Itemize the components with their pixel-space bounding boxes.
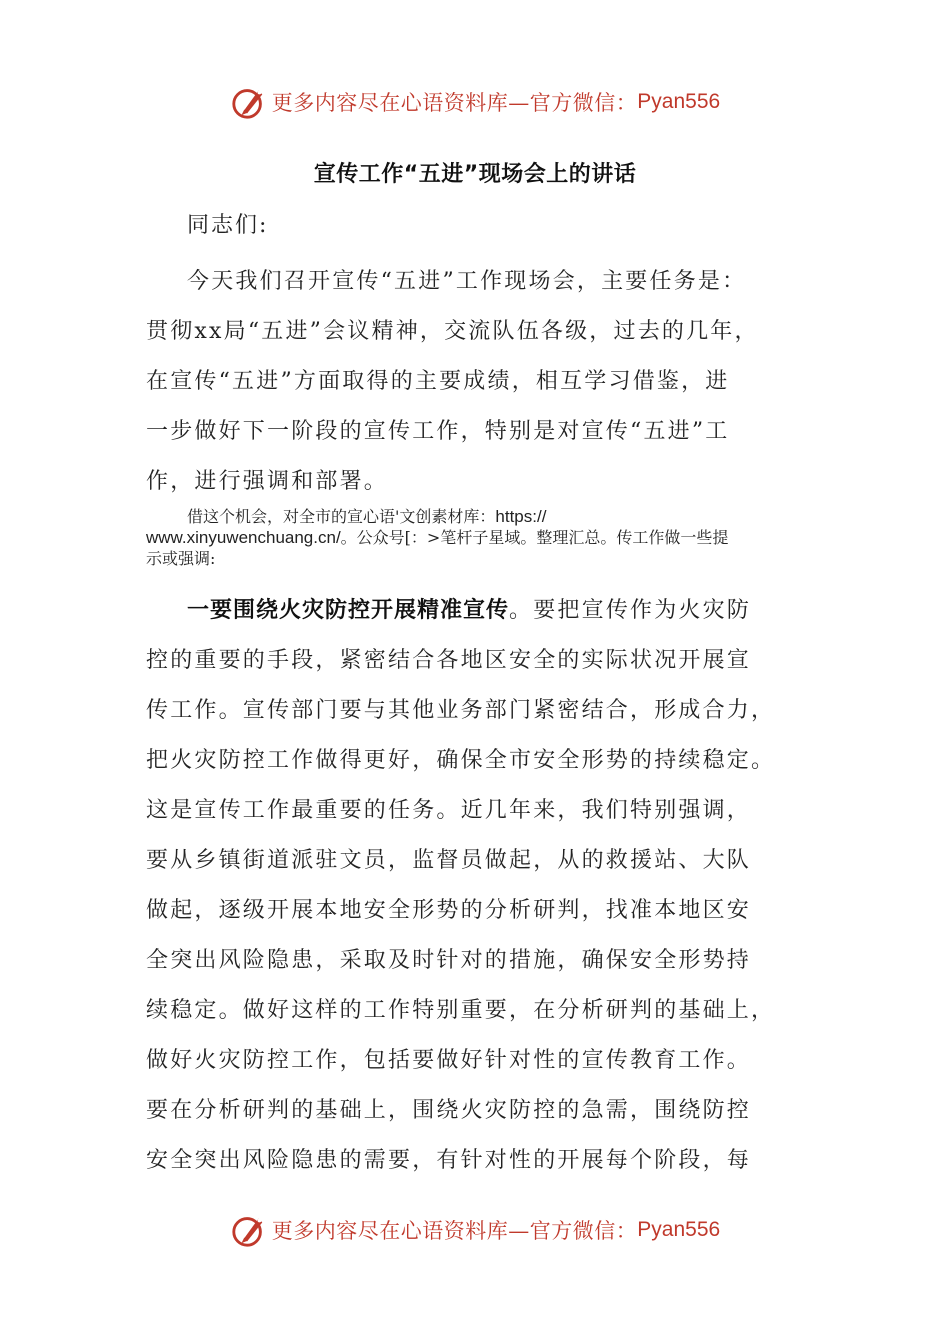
pen-nib-logo-icon	[230, 83, 268, 121]
paragraph-line: 控的重要的手段，紧密结合各地区安全的实际状况开展宣	[146, 648, 752, 673]
paragraph-line: 传工作。宣传部门要与其他业务部门紧密结合，形成合力，	[146, 698, 776, 723]
paragraph-line: 在宣传“五进”方面取得的主要成绩，相互学习借鉴，进	[146, 369, 730, 394]
paragraph-intro	[146, 257, 816, 507]
note-line: 示或强调:	[146, 549, 216, 568]
paragraph-fire-prevention	[146, 586, 816, 1186]
pen-nib-logo-icon	[230, 1211, 268, 1249]
banner-wechat-id: Pyan556	[637, 90, 721, 113]
note-url: www.xinyuwenchuang.cn/	[146, 528, 341, 547]
footer-banner	[0, 1210, 950, 1250]
paragraph-line: 做好火灾防控工作，包括要做好针对性的宣传教育工作。	[146, 1048, 752, 1073]
paragraph-line: 安全突出风险隐患的需要，有针对性的开展每个阶段，每	[146, 1148, 752, 1173]
paragraph-line: 续稳定。做好这样的工作特别重要，在分析研判的基础上，	[146, 998, 776, 1023]
paragraph-line: 做起，逐级开展本地安全形势的分析研判，找准本地区安	[146, 898, 752, 923]
banner-text: 更多内容尽在心语资料库—官方微信：	[271, 91, 638, 115]
paragraph-line: 这是宣传工作最重要的任务。近几年来，我们特别强调，	[146, 798, 752, 823]
greeting: 同志们:	[187, 213, 269, 238]
note-text: 。公众号[：>笔杆子星域。整理汇总。传工作做一些提	[340, 528, 729, 547]
paragraph-line: 贯彻xx局“五进”会议精神，交流队伍各级，过去的几年，	[146, 319, 759, 344]
paragraph-line: 今天我们召开宣传“五进”工作现场会，主要任务是：	[187, 269, 747, 294]
note-url: https://	[495, 507, 547, 526]
document-title: 宣传工作“五进”现场会上的讲话	[313, 162, 637, 187]
banner-text: 更多内容尽在心语资料库—官方微信：	[271, 1219, 638, 1243]
paragraph-line	[146, 586, 816, 636]
note-line	[146, 527, 816, 548]
banner-wechat-id: Pyan556	[637, 1218, 721, 1241]
paragraph-line: 把火灾防控工作做得更好，确保全市安全形势的持续稳定。	[146, 748, 776, 773]
lead-continuation: 。要把宣传作为火灾防	[509, 598, 752, 623]
section-lead-heading: 一要围绕火灾防控开展精准宣传	[187, 598, 510, 623]
note-line	[146, 506, 816, 527]
paragraph-line: 要在分析研判的基础上，围绕火灾防控的急需，围绕防控	[146, 1098, 752, 1123]
paragraph-line: 一步做好下一阶段的宣传工作，特别是对宣传“五进”工	[146, 419, 730, 444]
inserted-note	[146, 506, 816, 569]
paragraph-line: 要从乡镇街道派驻文员，监督员做起，从的救援站、大队	[146, 848, 752, 873]
header-banner	[0, 82, 950, 122]
note-text: 借这个机会，对全市的宣心语'文创素材库：	[187, 507, 496, 526]
paragraph-line: 作，进行强调和部署。	[146, 469, 389, 494]
paragraph-line: 全突出风险隐患，采取及时针对的措施，确保安全形势持	[146, 948, 752, 973]
